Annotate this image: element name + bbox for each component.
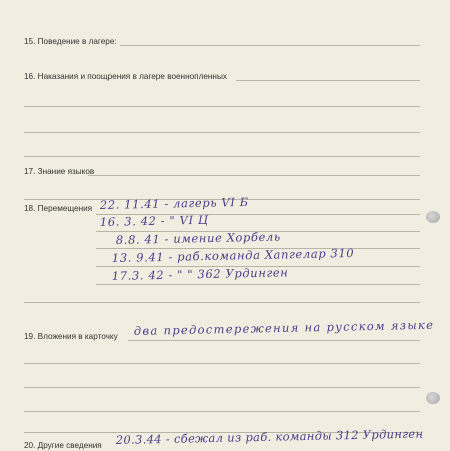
transfer-entry: 22. 11.41 - лагерь VI Б <box>99 194 249 212</box>
transfer-entry: 13. 9.41 - раб.команда Хапгелар 310 <box>111 245 355 265</box>
ruled-line <box>24 302 420 303</box>
transfer-entry: 8.8. 41 - имение Хорбель <box>115 229 281 247</box>
ruled-line <box>24 387 420 388</box>
punch-hole <box>426 211 440 223</box>
transfer-entry: 16. 3. 42 - " VI Ц <box>99 212 209 229</box>
other-info-value: 20.3.44 - сбежал из раб. команды 312 Урдинген <box>115 426 424 447</box>
ruled-line <box>128 340 420 341</box>
transfer-entry: 17.3. 42 - " " 362 Урдинген <box>111 265 289 283</box>
ruled-line <box>120 45 420 46</box>
field-label-transfers: 18. Перемещения <box>24 204 93 213</box>
field-label-punishments: 16. Наказания и поощрения в лагере военнопленных <box>24 72 227 81</box>
ruled-line <box>236 80 420 81</box>
field-label-attachments: 19. Вложения в карточку <box>24 332 118 341</box>
ruled-line <box>24 411 420 412</box>
ruled-line <box>96 284 420 285</box>
ruled-line <box>24 363 420 364</box>
field-label-other-info: 20. Другие сведения <box>24 441 102 450</box>
field-label-languages: 17. Знание языков <box>24 167 95 176</box>
punch-hole <box>426 392 440 404</box>
ruled-line <box>88 175 420 176</box>
attachments-value: два предостережения на русском языке <box>133 317 435 338</box>
ruled-line <box>24 106 420 107</box>
ruled-line <box>24 132 420 133</box>
ruled-line <box>24 156 420 157</box>
field-label-behavior: 15. Поведение в лагере: <box>24 37 117 46</box>
